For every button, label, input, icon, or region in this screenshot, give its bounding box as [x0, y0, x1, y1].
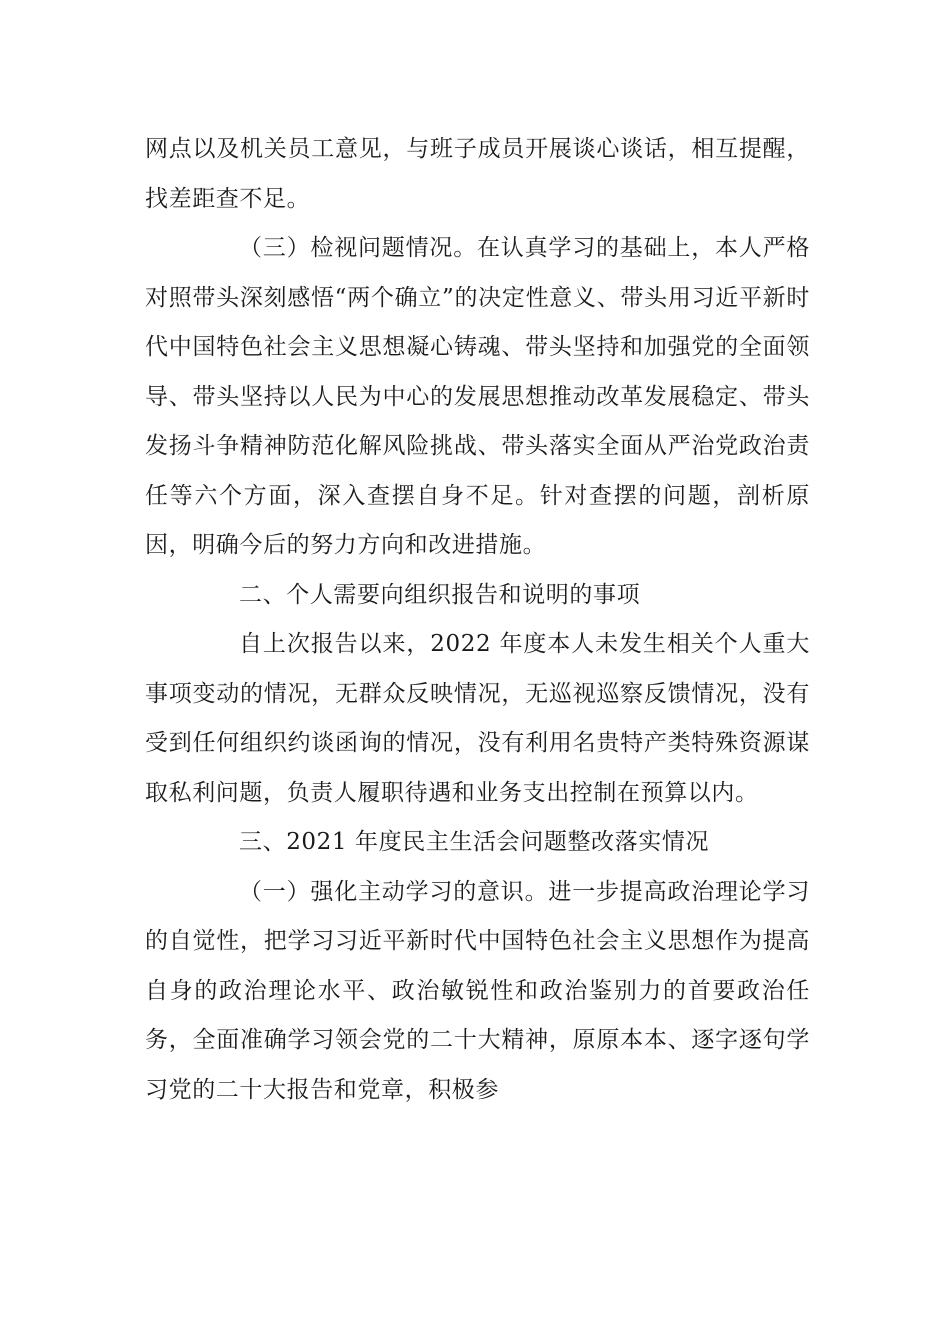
paragraph-strengthen-learning: （一）强化主动学习的意识。进一步提高政治理论学习的自觉性，把学习习近平新时代中国特色社会主义思想作为提高自身的政治理论水平、政治敏锐性和政治鉴别力的首要政治任务，全面准确学习领会党的二十大精神，原原本本、逐字逐句学习党的二十大报告和党章，积极参	[145, 878, 810, 1103]
section-heading-personal-matters: 二、个人需要向组织报告和说明的事项	[239, 581, 641, 608]
paragraph-problem-review: （三）检视问题情况。在认真学习的基础上，本人严格对照带头深刻感悟“两个确立”的决定性意义、带头用习近平新时代中国特色社会主义思想凝心铸魂、带头坚持和加强党的全面领导、带头坚持以人民为中心的发展思想推动改革发展稳定、带头发扬斗争精神防范化解风险挑战、带头落实全面从严治党政治责任等六个方面，深入查摆自身不足。针对查摆的问题，剖析原因，明确今后的努力方向和改进措施。	[145, 235, 810, 558]
paragraph-personal-matters: 自上次报告以来，2022 年度本人未发生相关个人重大事项变动的情况，无群众反映情况，无巡视巡察反馈情况，没有受到任何组织约谈函询的情况，没有利用名贵特产类特殊资源谋取私利问题，负责人履职待遇和业务支出控制在预算以内。	[145, 631, 810, 806]
document-body	[145, 125, 810, 1115]
section-heading-rectification: 三、2021 年度民主生活会问题整改落实情况	[239, 829, 710, 855]
paragraph-continuation: 网点以及机关员工意见，与班子成员开展谈心谈话，相互提醒，找差距查不足。	[145, 136, 810, 212]
